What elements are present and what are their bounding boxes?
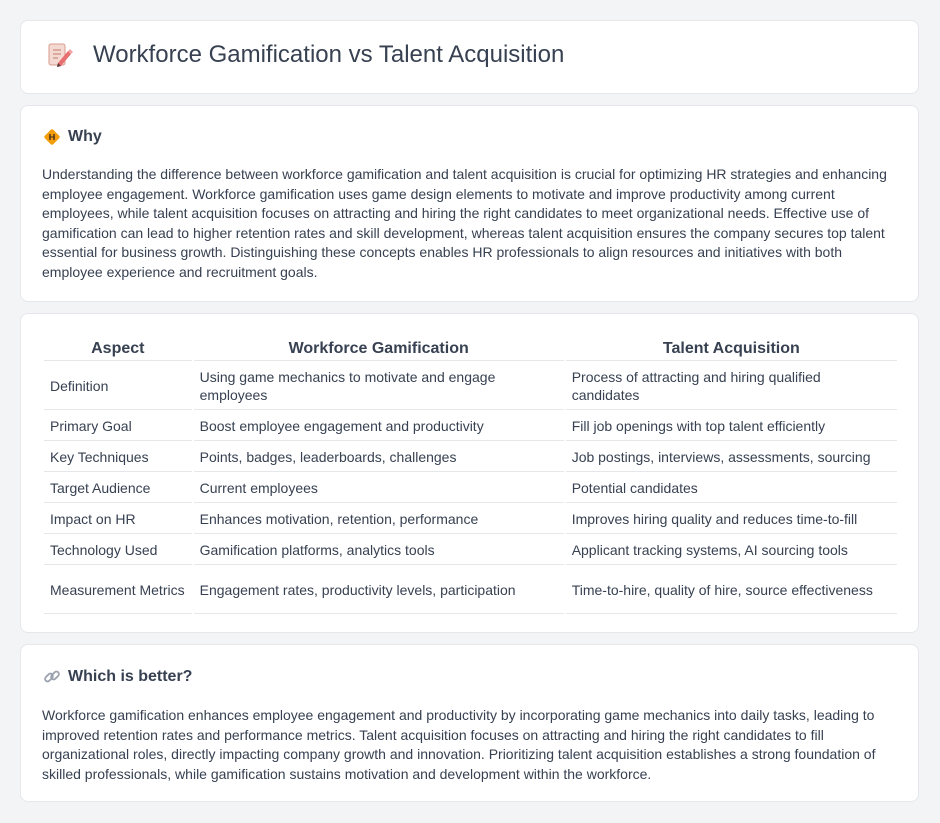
header-talent-acquisition: Talent Acquisition xyxy=(566,336,897,361)
row-gamification: Using game mechanics to motivate and engage employees xyxy=(194,363,564,410)
why-paragraph: Understanding the difference between workforce gamification and talent acquisition is crucial for optimizing HR strategies and enhancing employee engagement. Workforce gamification uses game design elements to motivate and improve productivity among current employees, while talent acquisition focuses on attracting and hiring the right candidates to meet organizational needs. Effective use of gamification can lead to higher retention rates and skill development, whereas talent acquisition ensures the company secures top talent essential for business growth. Distinguishing these concepts enables HR professionals to align resources and initiatives with both employee experience and recruitment goals. xyxy=(42,166,887,280)
table-row xyxy=(44,443,897,472)
title-row xyxy=(45,41,564,69)
row-aspect: Technology Used xyxy=(44,536,192,565)
page-title: Workforce Gamification vs Talent Acquisition xyxy=(93,41,565,68)
row-gamification: Enhances motivation, retention, performance xyxy=(194,505,564,534)
header-workforce-gamification: Workforce Gamification xyxy=(194,336,564,361)
title-card xyxy=(20,20,919,94)
table-row xyxy=(44,505,897,534)
row-acquisition: Job postings, interviews, assessments, sourcing xyxy=(566,443,897,472)
row-aspect: Key Techniques xyxy=(44,443,192,472)
better-header xyxy=(43,668,192,686)
row-gamification: Boost employee engagement and productivity xyxy=(194,412,564,441)
comparison-table xyxy=(42,334,899,616)
table-row xyxy=(44,474,897,503)
better-paragraph: Workforce gamification enhances employee engagement and productivity by incorporating game mechanics into daily tasks, leading to improved retention rates and performance metrics. Talent acquisition focuses on attracting and hiring the right candidates to fill organizational roles, directly impacting company growth and innovation. Prioritizing talent acquisition establishes a strong foundation of skilled professionals, while gamification sustains motivation and development within the workforce. xyxy=(42,707,876,782)
row-acquisition: Time-to-hire, quality of hire, source effectiveness xyxy=(566,567,897,614)
row-acquisition: Process of attracting and hiring qualified candidates xyxy=(566,363,897,410)
diamond-warning-icon xyxy=(43,128,61,146)
document-pencil-icon xyxy=(45,41,73,69)
row-aspect: Impact on HR xyxy=(44,505,192,534)
table-header-row xyxy=(44,336,897,361)
table-row xyxy=(44,536,897,565)
row-aspect: Target Audience xyxy=(44,474,192,503)
table-row xyxy=(44,412,897,441)
row-aspect: Measurement Metrics xyxy=(44,567,192,614)
header-aspect: Aspect xyxy=(44,336,192,361)
row-acquisition: Applicant tracking systems, AI sourcing tools xyxy=(566,536,897,565)
row-aspect: Primary Goal xyxy=(44,412,192,441)
row-aspect: Definition xyxy=(44,363,192,410)
which-better-card xyxy=(20,644,919,802)
table-row xyxy=(44,567,897,614)
row-gamification: Points, badges, leaderboards, challenges xyxy=(194,443,564,472)
row-gamification: Engagement rates, productivity levels, participation xyxy=(194,567,564,614)
why-card xyxy=(20,105,919,302)
better-heading: Which is better? xyxy=(68,668,193,685)
why-heading: Why xyxy=(68,128,102,145)
row-gamification: Gamification platforms, analytics tools xyxy=(194,536,564,565)
link-icon xyxy=(43,668,61,686)
row-acquisition: Improves hiring quality and reduces time-to-fill xyxy=(566,505,897,534)
row-gamification: Current employees xyxy=(194,474,564,503)
comparison-card xyxy=(20,313,919,633)
row-acquisition: Potential candidates xyxy=(566,474,897,503)
table-row xyxy=(44,363,897,410)
why-header xyxy=(43,128,102,146)
row-acquisition: Fill job openings with top talent efficiently xyxy=(566,412,897,441)
